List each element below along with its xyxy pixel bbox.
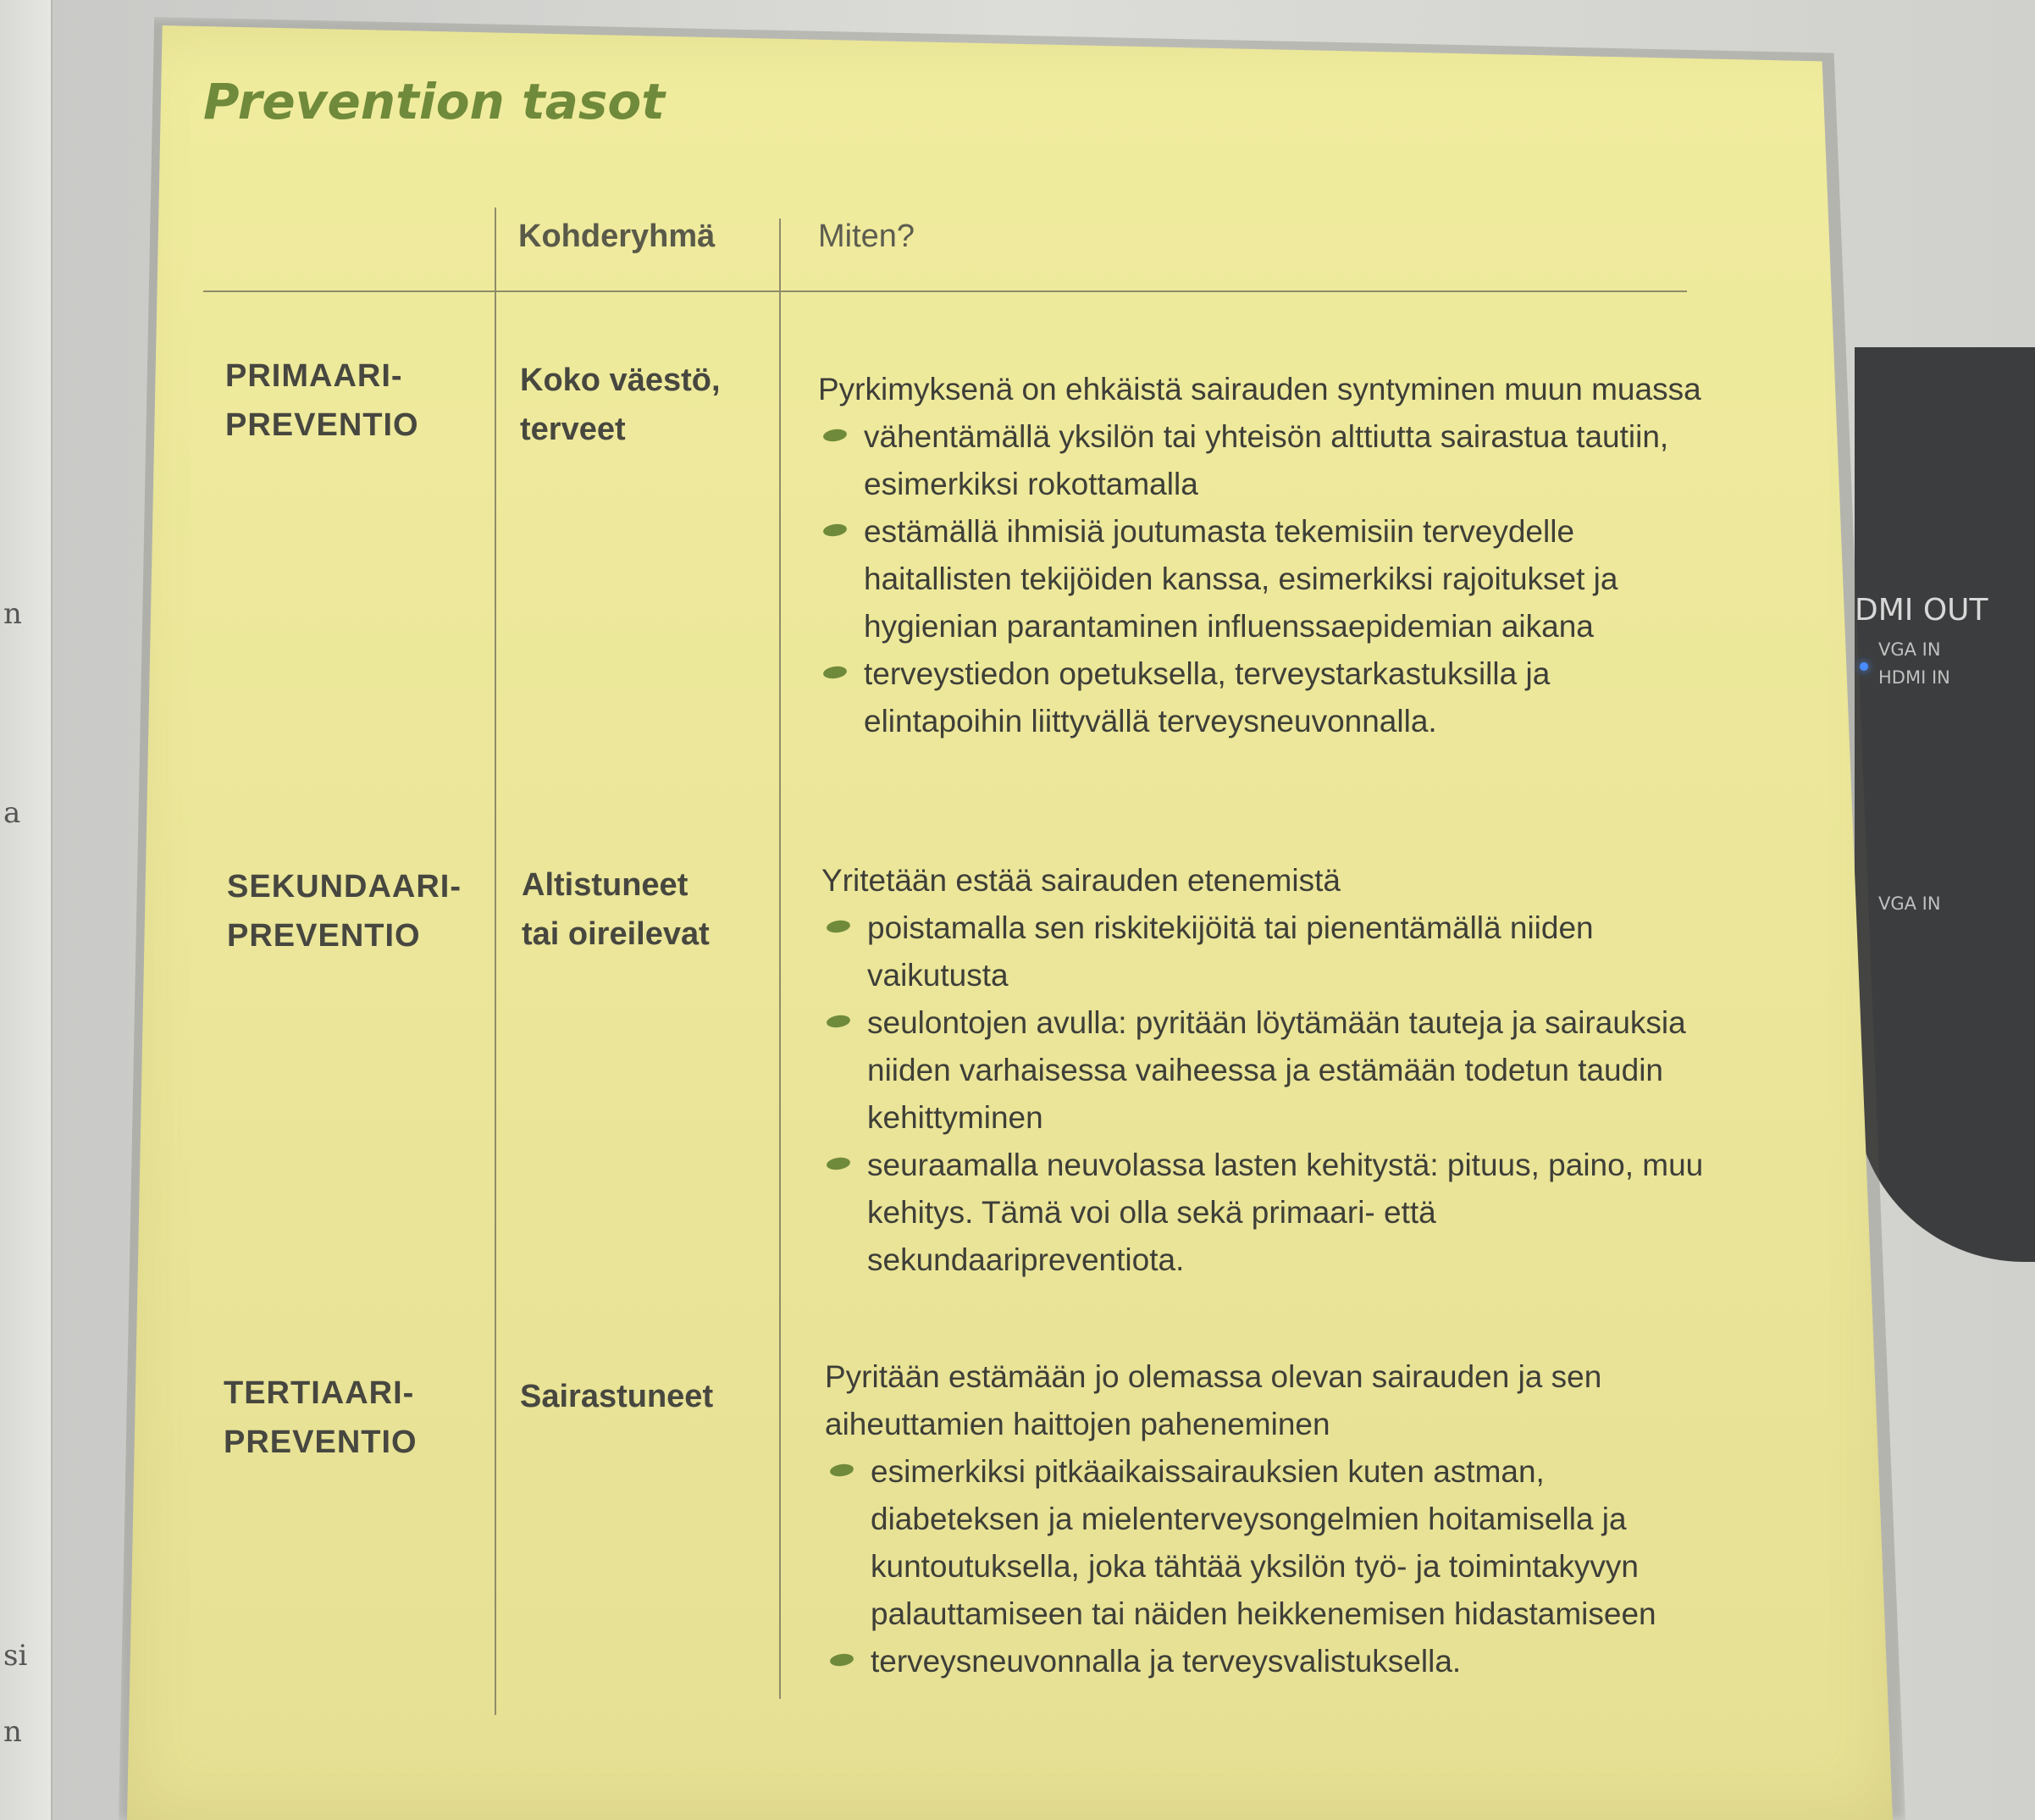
adjacent-book-page [0,0,53,1820]
device-label-vga-in: VGA IN [1878,639,1941,660]
list-item: terveystiedon opetuksella, terveystarkastuksilla ja elintapoihin liittyvällä terveysneuvonnalla. [818,650,1707,745]
target-group-tertiary: Sairastuneet [520,1379,714,1414]
page-title: Prevention tasot [203,73,665,130]
page-fragment: n [3,597,22,631]
method-lead: Pyritään estämään jo olemassa olevan sairauden ja sen aiheuttamien haittojen paheneminen [825,1359,1602,1441]
page-fragment: si [3,1639,28,1673]
device-label-hdmi-in: HDMI IN [1878,667,1950,688]
device-label-out: DMI OUT [1855,593,1988,628]
page-fragment: a [3,796,21,830]
prevention-level-secondary: SEKUNDAARI- PREVENTIO [227,869,462,954]
list-item: vähentämällä yksilön tai yhteisön alttiutta sairastua tautiin, esimerkiksi rokottamalla [818,413,1707,508]
leaf-bullet-icon [829,1463,854,1478]
column-divider-2 [779,219,781,1699]
prevention-level-tertiary: TERTIAARI- PREVENTIO [224,1375,418,1460]
method-lead: Pyrkimyksenä on ehkäistä sairauden syntyminen muun muassa [818,372,1701,407]
leaf-bullet-icon [822,523,848,538]
method-list [825,1448,1714,1685]
leaf-bullet-icon [826,1156,851,1171]
method-tertiary [825,1353,1714,1685]
prevention-level-primary: PRIMAARI- PREVENTIO [225,358,419,443]
method-list [818,413,1707,745]
list-item: estämällä ihmisiä joutumasta tekemisiin terveydelle haitallisten tekijöiden kanssa, esimerkiksi rajoitukset ja hygienian parantaminen influenssaepidemian aikana [818,508,1707,650]
target-group-primary: Koko väestö, terveet [520,362,721,447]
column-header-how: Miten? [818,219,915,254]
leaf-bullet-icon [826,919,851,934]
leaf-bullet-icon [826,1014,851,1029]
leaf-bullet-icon [822,428,848,443]
leaf-bullet-icon [829,1652,854,1668]
page-fragment: n [3,1715,22,1749]
method-list [821,904,1711,1284]
leaf-bullet-icon [822,665,848,680]
column-divider-1 [495,207,496,1715]
list-item: esimerkiksi pitkäaikaissairauksien kuten astman, diabeteksen ja mielenterveysongelmien hoitamisella ja kuntoutuksella, joka tähtää yksilön työ- ja toimintakyvyn palauttamiseen tai näiden heikkenemisen hidastamiseen [825,1448,1714,1638]
target-group-secondary: Altistuneet tai oireilevat [522,867,710,952]
list-item: seuraamalla neuvolassa lasten kehitystä: pituus, paino, muu kehitys. Tämä voi olla sekä primaari- että sekundaaripreventiota. [821,1142,1711,1284]
list-item: seulontojen avulla: pyritään löytämään tauteja ja sairauksia niiden varhaisessa vaiheessa ja estämään todetun taudin kehittyminen [821,999,1711,1142]
method-lead: Yritetään estää sairauden etenemistä [821,863,1341,898]
method-secondary [821,857,1711,1284]
header-divider [203,290,1687,292]
list-item: terveysneuvonnalla ja terveysvalistuksella. [825,1638,1714,1685]
list-item: poistamalla sen riskitekijöitä tai pienentämällä niiden vaikutusta [821,904,1711,999]
column-header-target: Kohderyhmä [518,219,716,254]
device-led [1860,662,1868,671]
video-switch-device [1855,347,2035,1262]
method-primary [818,366,1707,745]
device-label-vga-in-2: VGA IN [1878,893,1941,914]
